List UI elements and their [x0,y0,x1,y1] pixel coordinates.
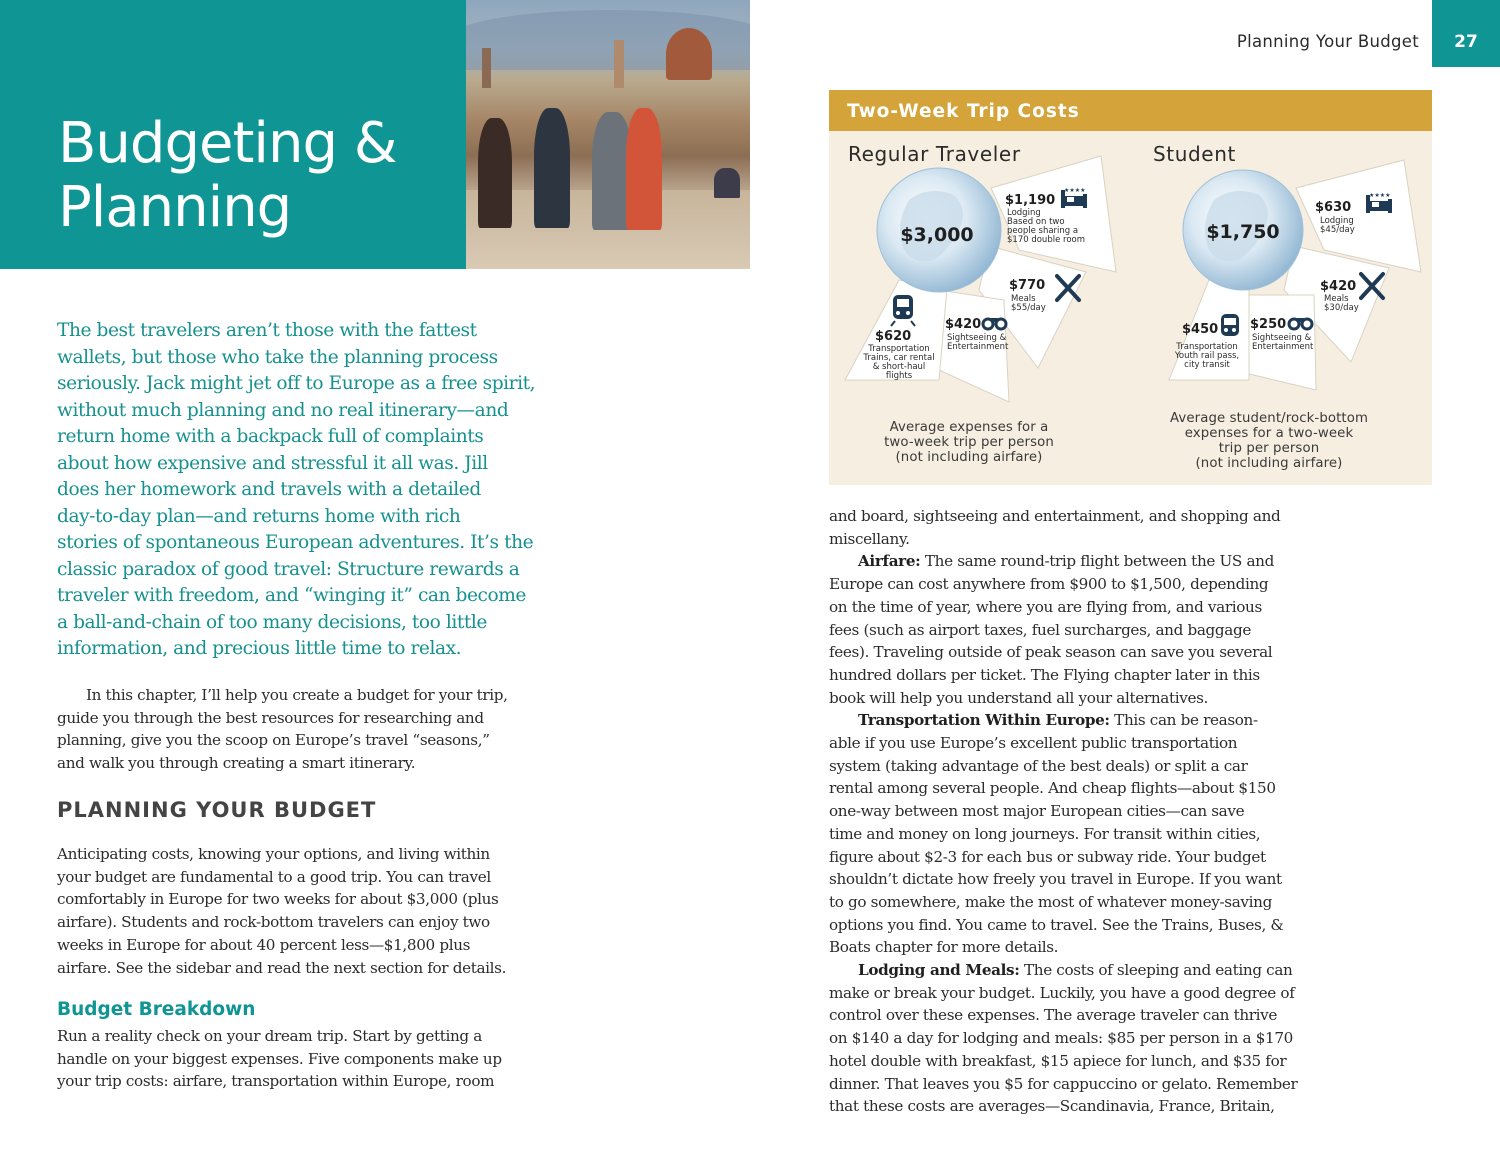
regular-transport-line: flights [885,371,913,381]
section-heading: PLANNING YOUR BUDGET [57,798,377,822]
body-line: fees). Traveling outside of peak season can save you several [829,643,1273,662]
lodging-meals-label: Lodging and Meals: [858,961,1020,980]
body-line: figure about $2-3 for each bus or subway ride. Your budget [829,847,1266,866]
lead-line: does her homework and travels with a detailed [57,479,481,500]
student-meals-line: Meals [1324,294,1349,304]
regular-sightseeing-line: Entertainment [947,342,1009,352]
body-line [829,959,1319,982]
student-lodging-line: Lodging [1320,216,1354,226]
lead-paragraph [57,318,537,663]
regular-caption [874,420,1064,465]
chapter-title-line2: Planning [58,175,292,240]
chapter-title [58,112,396,240]
regular-lodging-amount: $1,190 [1005,193,1056,208]
student-meals-line: $30/day [1324,303,1359,313]
lead-line: return home with a backpack full of complaints [57,426,484,447]
photo-bell-tower [614,40,624,88]
body-line [829,550,1319,573]
page-number: 27 [1432,0,1500,67]
student-lodging-amount: $630 [1315,200,1352,215]
sidebar-title: Two-Week Trip Costs [847,101,1080,122]
lead-line: a ball-and-chain of too many decisions, too little [57,611,487,633]
body-line: fees (such as airport taxes, fuel surcharges, and baggage [829,620,1251,639]
section-line: Anticipating costs, knowing your options, and living within [57,845,490,863]
regular-caption-line: two-week trip per person [884,435,1054,450]
body-line: that these costs are averages—Scandinavia, France, Britain, [829,1097,1275,1116]
intro-line: and walk you through creating a smart itinerary. [57,754,416,773]
regular-traveler-heading: Regular Traveler [848,142,1021,166]
svg-text:★★★★: ★★★★ [1064,187,1086,194]
subheading: Budget Breakdown [57,999,256,1020]
body-line: system (taking advantage of the best deals) or split a car [829,756,1248,775]
transport-label: Transportation Within Europe: [858,711,1110,730]
body-line: to go somewhere, make the most of whatever money-saving [829,892,1272,911]
body-line-rest: The same round-trip flight between the US and [920,552,1274,571]
body-line: make or break your budget. Luckily, you have a good degree of [829,983,1295,1002]
florence-photo [466,0,750,269]
body-line: book will help you understand all your alternatives. [829,688,1209,707]
lead-line: information, and precious little time to relax. [57,638,462,659]
body-line: Europe can cost anywhere from $900 to $1,500, depending [829,575,1269,594]
section-paragraph [57,843,537,979]
lead-line: stories of spontaneous European adventures. It’s the [57,532,534,553]
photo-duomo [666,28,712,80]
photo-person [626,108,662,230]
photo-person [534,108,570,228]
regular-transport-amount: $620 [875,329,912,344]
lead-line: traveler with freedom, and “winging it” can become [57,585,526,606]
lead-line: day-to-day plan—and returns home with rich [57,505,461,527]
regular-lodging-line: Based on two [1007,217,1065,227]
student-meals-amount: $420 [1320,279,1357,294]
right-page-body [829,505,1319,1118]
breakdown-line: your trip costs: airfare, transportation within Europe, room [57,1072,495,1091]
lead-line: wallets, but those who take the planning process [57,346,498,368]
student-transport-line: Youth rail pass, [1174,351,1240,361]
body-line: options you find. You came to travel. See the Trains, Buses, & [829,915,1284,934]
intro-line: guide you through the best resources for researching and [57,708,484,727]
regular-transport-line: Trains, car rental [863,353,935,363]
section-line: weeks in Europe for about 40 percent less—$1,800 plus [57,935,471,954]
intro-paragraph [57,684,537,775]
body-line: Boats chapter for more details. [829,938,1059,957]
lead-line: about how expensive and stressful it all was. Jill [57,452,488,474]
student-transport-amount: $450 [1182,322,1219,337]
breakdown-line: Run a reality check on your dream trip. Start by getting a [57,1027,482,1045]
student-heading: Student [1153,142,1236,166]
regular-lodging-line: people sharing a [1007,226,1079,236]
regular-lodging-line: Lodging [1007,208,1041,218]
student-caption-line: expenses for a two-week [1184,426,1354,441]
photo-tower-left [482,48,491,88]
body-line: rental among several people. And cheap flights—about $150 [829,779,1276,798]
student-caption-line: (not including airfare) [1195,456,1343,471]
bed-icon [1061,187,1087,208]
body-line [829,709,1319,732]
section-line: airfare. See the sidebar and read the next section for details. [57,958,507,977]
student-total: $1,750 [1206,221,1280,243]
regular-transport-line: Transportation [868,344,930,354]
student-caption-line: Average student/rock-bottom [1169,411,1369,426]
lead-line: without much planning and no real itinerary—and [57,399,509,421]
regular-sightseeing-line: Sightseeing & [947,333,1007,343]
airfare-label: Airfare: [858,552,921,571]
student-sightseeing-line: Sightseeing & [1252,333,1312,343]
body-line: miscellany. [829,529,910,548]
photo-person [478,118,512,228]
section-line: your budget are fundamental to a good trip. You can travel [57,867,491,886]
student-transport-line: Transportation [1176,342,1238,352]
body-line: time and money on long journeys. For transit within cities, [829,824,1261,843]
student-lodging-line: $45/day [1320,225,1355,235]
lead-line: classic paradox of good travel: Structure rewards a [57,558,520,580]
body-line: shouldn’t dictate how freely you travel in Europe. If you want [829,870,1282,889]
student-diagram [1169,160,1421,390]
lead-line: seriously. Jack might jet off to Europe as a free spirit, [57,373,536,394]
body-line: on $140 a day for lodging and meals: $85 per person in a $170 [829,1029,1293,1048]
train-icon [1221,314,1239,336]
running-head: Planning Your Budget [1236,32,1419,51]
regular-diagram [845,156,1116,402]
regular-caption-line: Average expenses for a [889,420,1049,435]
student-transport-line: city transit [1184,360,1230,370]
lead-line: The best travelers aren’t those with the fattest [57,320,477,341]
body-line: one-way between most major European cities—can save [829,802,1245,821]
student-caption-line: trip per person [1218,441,1320,456]
body-line: hundred dollars per ticket. The Flying chapter later in this [829,665,1260,684]
body-line-rest: This can be reason- [1109,711,1258,730]
regular-meals-line: $55/day [1011,303,1046,313]
body-line: control over these expenses. The average traveler can thrive [829,1006,1278,1025]
body-line: able if you use Europe’s excellent public transportation [829,734,1238,753]
student-sightseeing-line: Entertainment [1252,342,1314,352]
regular-total: $3,000 [900,224,974,246]
student-caption [1164,411,1374,471]
body-line-rest: The costs of sleeping and eating can [1019,961,1293,980]
student-sightseeing-amount: $250 [1250,317,1287,332]
svg-text:★★★★: ★★★★ [1369,192,1391,199]
trip-costs-sidebar [829,90,1432,485]
regular-meals-line: Meals [1011,294,1036,304]
body-line: hotel double with breakfast, $15 apiece for lunch, and $35 for [829,1051,1287,1070]
breakdown-paragraph [57,1025,537,1093]
regular-lodging-line: $170 double room [1007,235,1085,245]
photo-person [714,168,740,198]
regular-transport-line: & short-haul [872,362,926,372]
body-line: and board, sightseeing and entertainment, and shopping and [829,507,1281,525]
breakdown-line: handle on your biggest expenses. Five components make up [57,1049,502,1068]
section-line: airfare). Students and rock-bottom travelers can enjoy two [57,913,490,932]
body-line: dinner. That leaves you $5 for cappuccino or gelato. Remember [829,1074,1298,1093]
intro-line: planning, give you the scoop on Europe’s travel “seasons,” [57,731,490,750]
regular-meals-amount: $770 [1009,278,1046,293]
chapter-title-line1: Budgeting & [58,111,397,176]
chapter-title-block [0,0,466,269]
intro-line: In this chapter, I’ll help you create a budget for your trip, [86,686,508,704]
regular-sightseeing-amount: $420 [945,317,982,332]
section-line: comfortably in Europe for two weeks for about $3,000 (plus [57,890,499,909]
bed-icon [1366,192,1392,213]
regular-caption-line: (not including airfare) [895,450,1043,465]
body-line: on the time of year, where you are flying from, and various [829,597,1262,616]
